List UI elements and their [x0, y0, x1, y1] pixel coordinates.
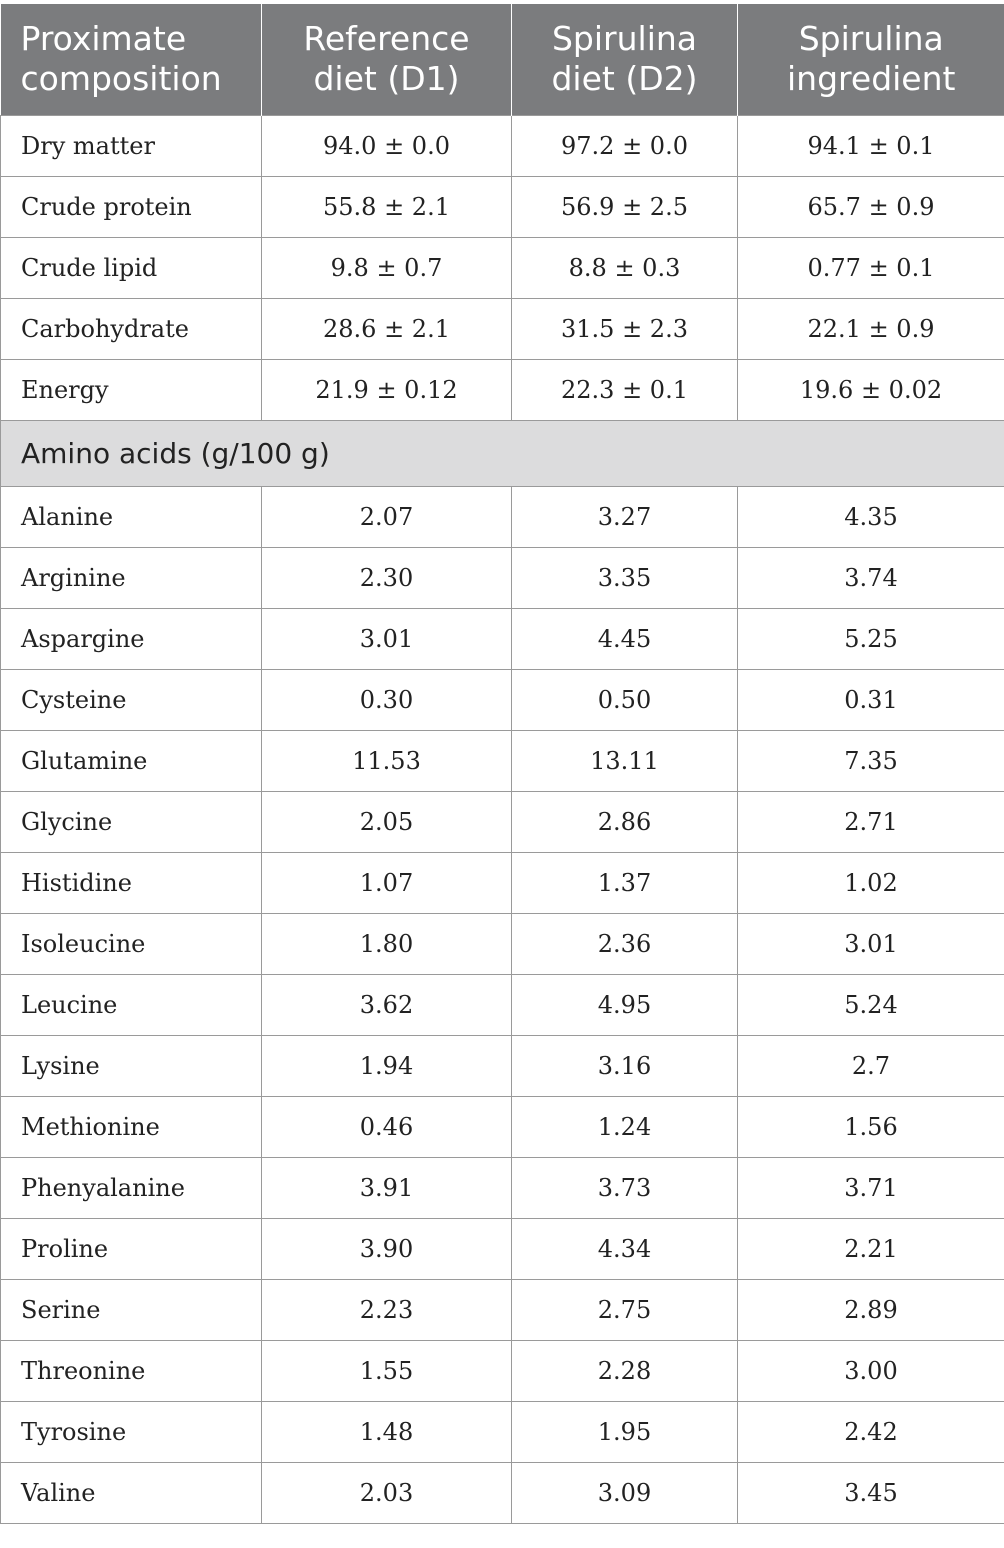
section-label: Amino acids (g/100 g): [1, 420, 1004, 486]
cell-reference-diet: 3.01: [262, 608, 512, 669]
table-row: [1, 547, 1004, 608]
cell-spirulina-diet: 4.45: [512, 608, 738, 669]
cell-reference-diet: 94.0 ± 0.0: [262, 115, 512, 176]
cell-spirulina-diet: 2.28: [512, 1340, 738, 1401]
table-row: [1, 608, 1004, 669]
cell-reference-diet: 2.07: [262, 486, 512, 547]
section-row-amino-acids: [1, 420, 1004, 486]
cell-spirulina-diet: 4.95: [512, 974, 738, 1035]
cell-spirulina-diet: 31.5 ± 2.3: [512, 298, 738, 359]
row-label: Isoleucine: [1, 913, 262, 974]
row-label: Crude protein: [1, 176, 262, 237]
header-proximate-composition: Proximate composition: [1, 4, 262, 115]
cell-reference-diet: 2.23: [262, 1279, 512, 1340]
table-row: [1, 913, 1004, 974]
row-label: Glutamine: [1, 730, 262, 791]
table-row: [1, 1279, 1004, 1340]
table-row: [1, 669, 1004, 730]
cell-spirulina-diet: 1.37: [512, 852, 738, 913]
cell-reference-diet: 2.03: [262, 1462, 512, 1523]
row-label: Phenyalanine: [1, 1157, 262, 1218]
cell-spirulina-diet: 2.86: [512, 791, 738, 852]
cell-reference-diet: 1.80: [262, 913, 512, 974]
cell-reference-diet: 21.9 ± 0.12: [262, 359, 512, 420]
cell-spirulina-ingredient: 5.25: [738, 608, 1004, 669]
cell-spirulina-diet: 2.36: [512, 913, 738, 974]
cell-spirulina-ingredient: 3.00: [738, 1340, 1004, 1401]
cell-spirulina-ingredient: 3.71: [738, 1157, 1004, 1218]
row-label: Dry matter: [1, 115, 262, 176]
row-label: Aspargine: [1, 608, 262, 669]
cell-spirulina-ingredient: 3.45: [738, 1462, 1004, 1523]
table-row: [1, 852, 1004, 913]
cell-spirulina-diet: 3.27: [512, 486, 738, 547]
cell-reference-diet: 28.6 ± 2.1: [262, 298, 512, 359]
cell-spirulina-ingredient: 22.1 ± 0.9: [738, 298, 1004, 359]
cell-reference-diet: 3.91: [262, 1157, 512, 1218]
cell-spirulina-ingredient: 3.74: [738, 547, 1004, 608]
cell-reference-diet: 0.46: [262, 1096, 512, 1157]
row-label: Histidine: [1, 852, 262, 913]
row-label: Lysine: [1, 1035, 262, 1096]
table-row: [1, 176, 1004, 237]
row-label: Cysteine: [1, 669, 262, 730]
row-label: Glycine: [1, 791, 262, 852]
table-row: [1, 115, 1004, 176]
cell-reference-diet: 1.07: [262, 852, 512, 913]
cell-spirulina-diet: 8.8 ± 0.3: [512, 237, 738, 298]
row-label: Energy: [1, 359, 262, 420]
cell-spirulina-diet: 22.3 ± 0.1: [512, 359, 738, 420]
table-row: [1, 486, 1004, 547]
cell-spirulina-ingredient: 5.24: [738, 974, 1004, 1035]
cell-spirulina-diet: 1.24: [512, 1096, 738, 1157]
cell-spirulina-ingredient: 2.21: [738, 1218, 1004, 1279]
table-row: [1, 1340, 1004, 1401]
table-row: [1, 730, 1004, 791]
table-row: [1, 1401, 1004, 1462]
cell-spirulina-ingredient: 94.1 ± 0.1: [738, 115, 1004, 176]
cell-reference-diet: 9.8 ± 0.7: [262, 237, 512, 298]
row-label: Tyrosine: [1, 1401, 262, 1462]
table-row: [1, 1035, 1004, 1096]
row-label: Serine: [1, 1279, 262, 1340]
cell-reference-diet: 0.30: [262, 669, 512, 730]
row-label: Carbohydrate: [1, 298, 262, 359]
cell-spirulina-diet: 3.09: [512, 1462, 738, 1523]
row-label: Arginine: [1, 547, 262, 608]
table-row: [1, 1157, 1004, 1218]
row-label: Threonine: [1, 1340, 262, 1401]
header-spirulina-diet: Spirulina diet (D2): [512, 4, 738, 115]
table-row: [1, 237, 1004, 298]
cell-spirulina-ingredient: 7.35: [738, 730, 1004, 791]
cell-reference-diet: 55.8 ± 2.1: [262, 176, 512, 237]
row-label: Crude lipid: [1, 237, 262, 298]
cell-reference-diet: 1.48: [262, 1401, 512, 1462]
cell-spirulina-ingredient: 1.56: [738, 1096, 1004, 1157]
cell-spirulina-ingredient: 3.01: [738, 913, 1004, 974]
cell-spirulina-diet: 13.11: [512, 730, 738, 791]
cell-reference-diet: 1.94: [262, 1035, 512, 1096]
row-label: Proline: [1, 1218, 262, 1279]
row-label: Alanine: [1, 486, 262, 547]
cell-reference-diet: 2.05: [262, 791, 512, 852]
header-row: [1, 4, 1004, 115]
cell-spirulina-diet: 4.34: [512, 1218, 738, 1279]
row-label: Valine: [1, 1462, 262, 1523]
cell-reference-diet: 11.53: [262, 730, 512, 791]
table-row: [1, 1218, 1004, 1279]
cell-spirulina-diet: 3.16: [512, 1035, 738, 1096]
table-row: [1, 359, 1004, 420]
cell-reference-diet: 2.30: [262, 547, 512, 608]
cell-spirulina-ingredient: 19.6 ± 0.02: [738, 359, 1004, 420]
cell-spirulina-diet: 0.50: [512, 669, 738, 730]
table-row: [1, 1096, 1004, 1157]
cell-spirulina-diet: 56.9 ± 2.5: [512, 176, 738, 237]
row-label: Leucine: [1, 974, 262, 1035]
composition-table: [0, 4, 1004, 1524]
header-spirulina-ingredient: Spirulina ingredient: [738, 4, 1004, 115]
cell-spirulina-diet: 2.75: [512, 1279, 738, 1340]
cell-reference-diet: 1.55: [262, 1340, 512, 1401]
cell-spirulina-ingredient: 1.02: [738, 852, 1004, 913]
cell-spirulina-ingredient: 2.42: [738, 1401, 1004, 1462]
table-row: [1, 298, 1004, 359]
cell-spirulina-ingredient: 65.7 ± 0.9: [738, 176, 1004, 237]
cell-spirulina-ingredient: 2.89: [738, 1279, 1004, 1340]
cell-spirulina-ingredient: 4.35: [738, 486, 1004, 547]
table-row: [1, 974, 1004, 1035]
cell-spirulina-diet: 1.95: [512, 1401, 738, 1462]
cell-spirulina-ingredient: 2.71: [738, 791, 1004, 852]
cell-reference-diet: 3.62: [262, 974, 512, 1035]
row-label: Methionine: [1, 1096, 262, 1157]
cell-spirulina-diet: 3.35: [512, 547, 738, 608]
table-row: [1, 791, 1004, 852]
cell-spirulina-ingredient: 0.31: [738, 669, 1004, 730]
cell-spirulina-ingredient: 0.77 ± 0.1: [738, 237, 1004, 298]
header-reference-diet: Reference diet (D1): [262, 4, 512, 115]
cell-spirulina-diet: 3.73: [512, 1157, 738, 1218]
cell-spirulina-diet: 97.2 ± 0.0: [512, 115, 738, 176]
cell-spirulina-ingredient: 2.7: [738, 1035, 1004, 1096]
cell-reference-diet: 3.90: [262, 1218, 512, 1279]
table-row: [1, 1462, 1004, 1523]
